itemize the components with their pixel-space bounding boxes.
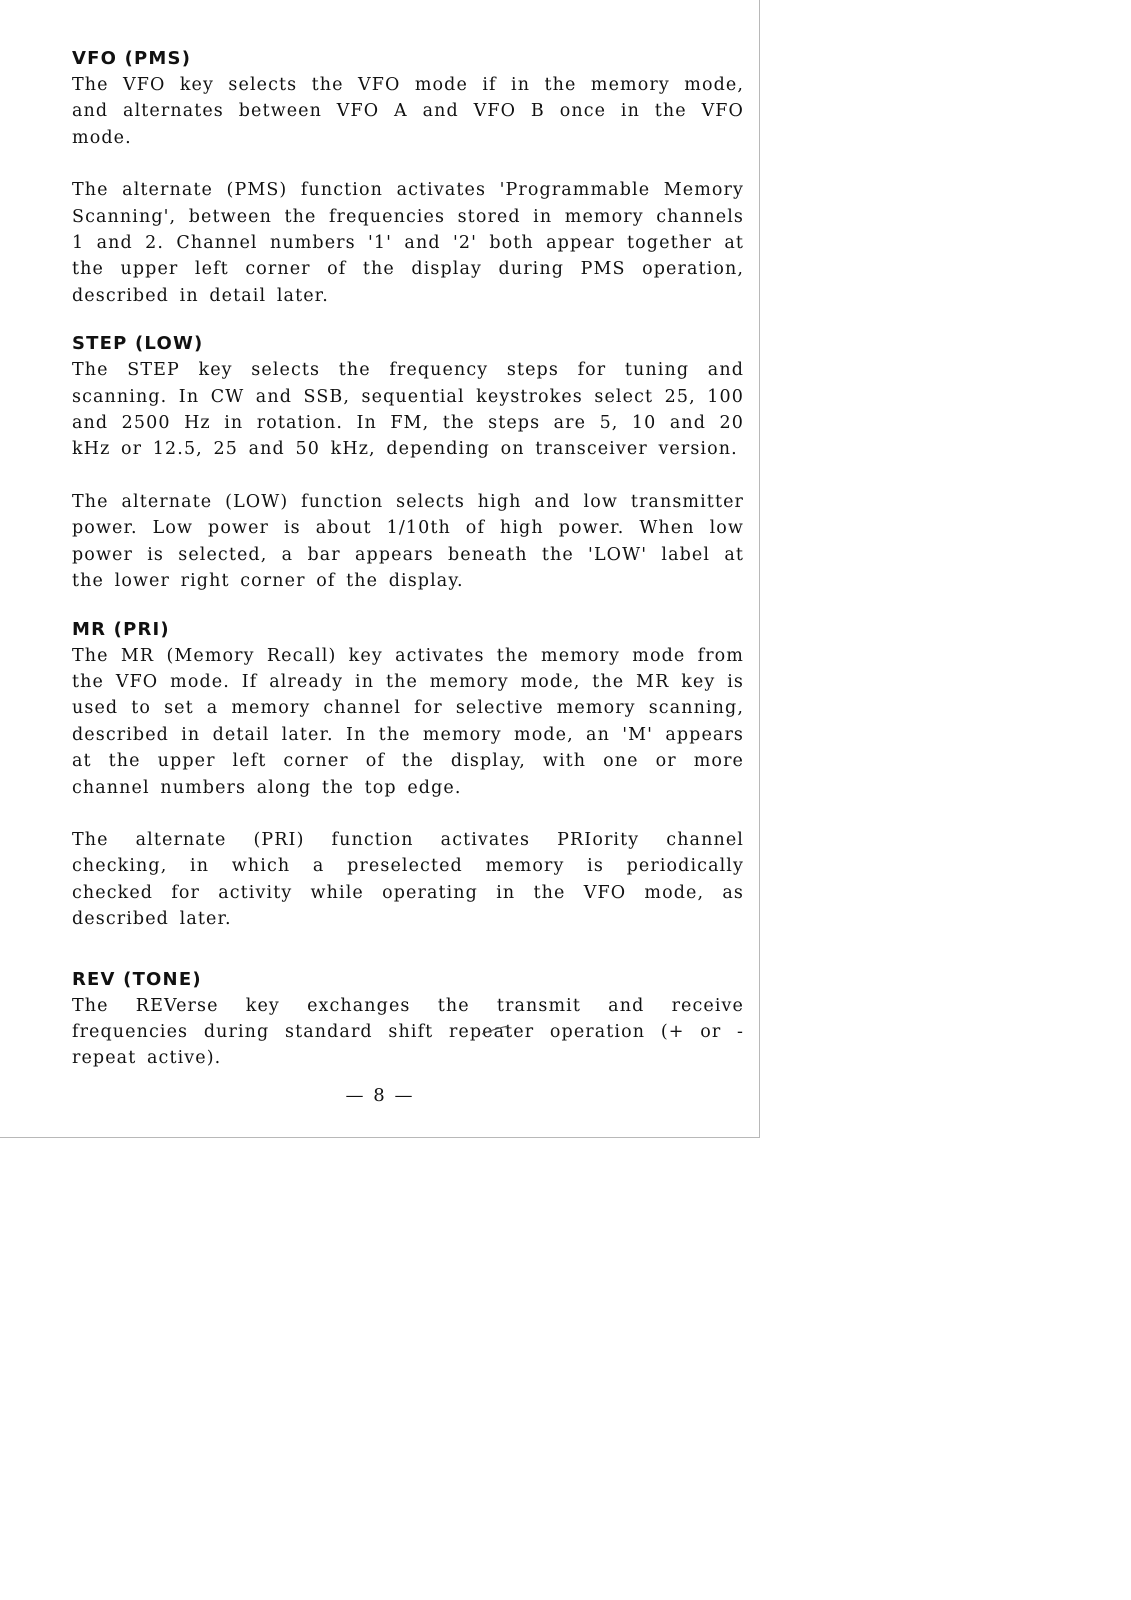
section-heading-mr-pri: MR (PRI) xyxy=(72,618,170,640)
paragraph-low-function: The alternate (LOW) function selects high and low transmitter power. Low power is about 1/10th of high power. When low power is selected, a bar appears beneath the 'LOW' label at the lower right corner of the display. xyxy=(72,491,744,592)
section-heading-vfo-pms: VFO (PMS) xyxy=(72,48,192,69)
paragraph-rev-key: The REVerse key exchanges the transmit and receive frequencies during standard shift repeater operation (+ or - repeat active). xyxy=(72,995,744,1069)
paragraph-step-key: The STEP key selects the frequency steps for tuning and scanning. In CW and SSB, sequential keystrokes select 25, 100 and 2500 Hz in rotation. In FM, the steps are 5, 10 and 20 kHz or 12.5, 25 and 50 kHz, depending on transceiver version. xyxy=(72,360,744,460)
paragraph-mr-key: The MR (Memory Recall) key activates the memory mode from the VFO mode. If already in the memory mode, the MR key is used to set a memory channel for selective memory scanning, described in detail later. In the memory mode, an 'M' appears at the upper left corner of the display, with one or more channel numbers along the top edge. xyxy=(72,645,744,798)
section-heading-step-low: STEP (LOW) xyxy=(72,333,204,355)
manual-page xyxy=(0,0,760,1138)
page-number: — 8 — xyxy=(345,1085,415,1106)
paragraph-vfo-key: The VFO key selects the VFO mode if in the memory mode, and alternates between VFO A and VFO B once in the VFO mode. xyxy=(72,75,744,148)
paragraph-pri-function: The alternate (PRI) function activates PRIority channel checking, in which a preselected memory is periodically checked for activity while operating in the VFO mode, as described later. xyxy=(72,829,744,930)
page-content xyxy=(72,46,744,1072)
paragraph-pms-function: The alternate (PMS) function activates 'Programmable Memory Scanning', between the frequencies stored in memory channels 1 and 2. Channel numbers '1' and '2' both appear together at the upper left corner of the display during PMS operation, described in detail later. xyxy=(72,180,744,306)
pen-stroke-mark xyxy=(480,1024,510,1036)
section-heading-rev-tone: REV (TONE) xyxy=(72,968,202,990)
